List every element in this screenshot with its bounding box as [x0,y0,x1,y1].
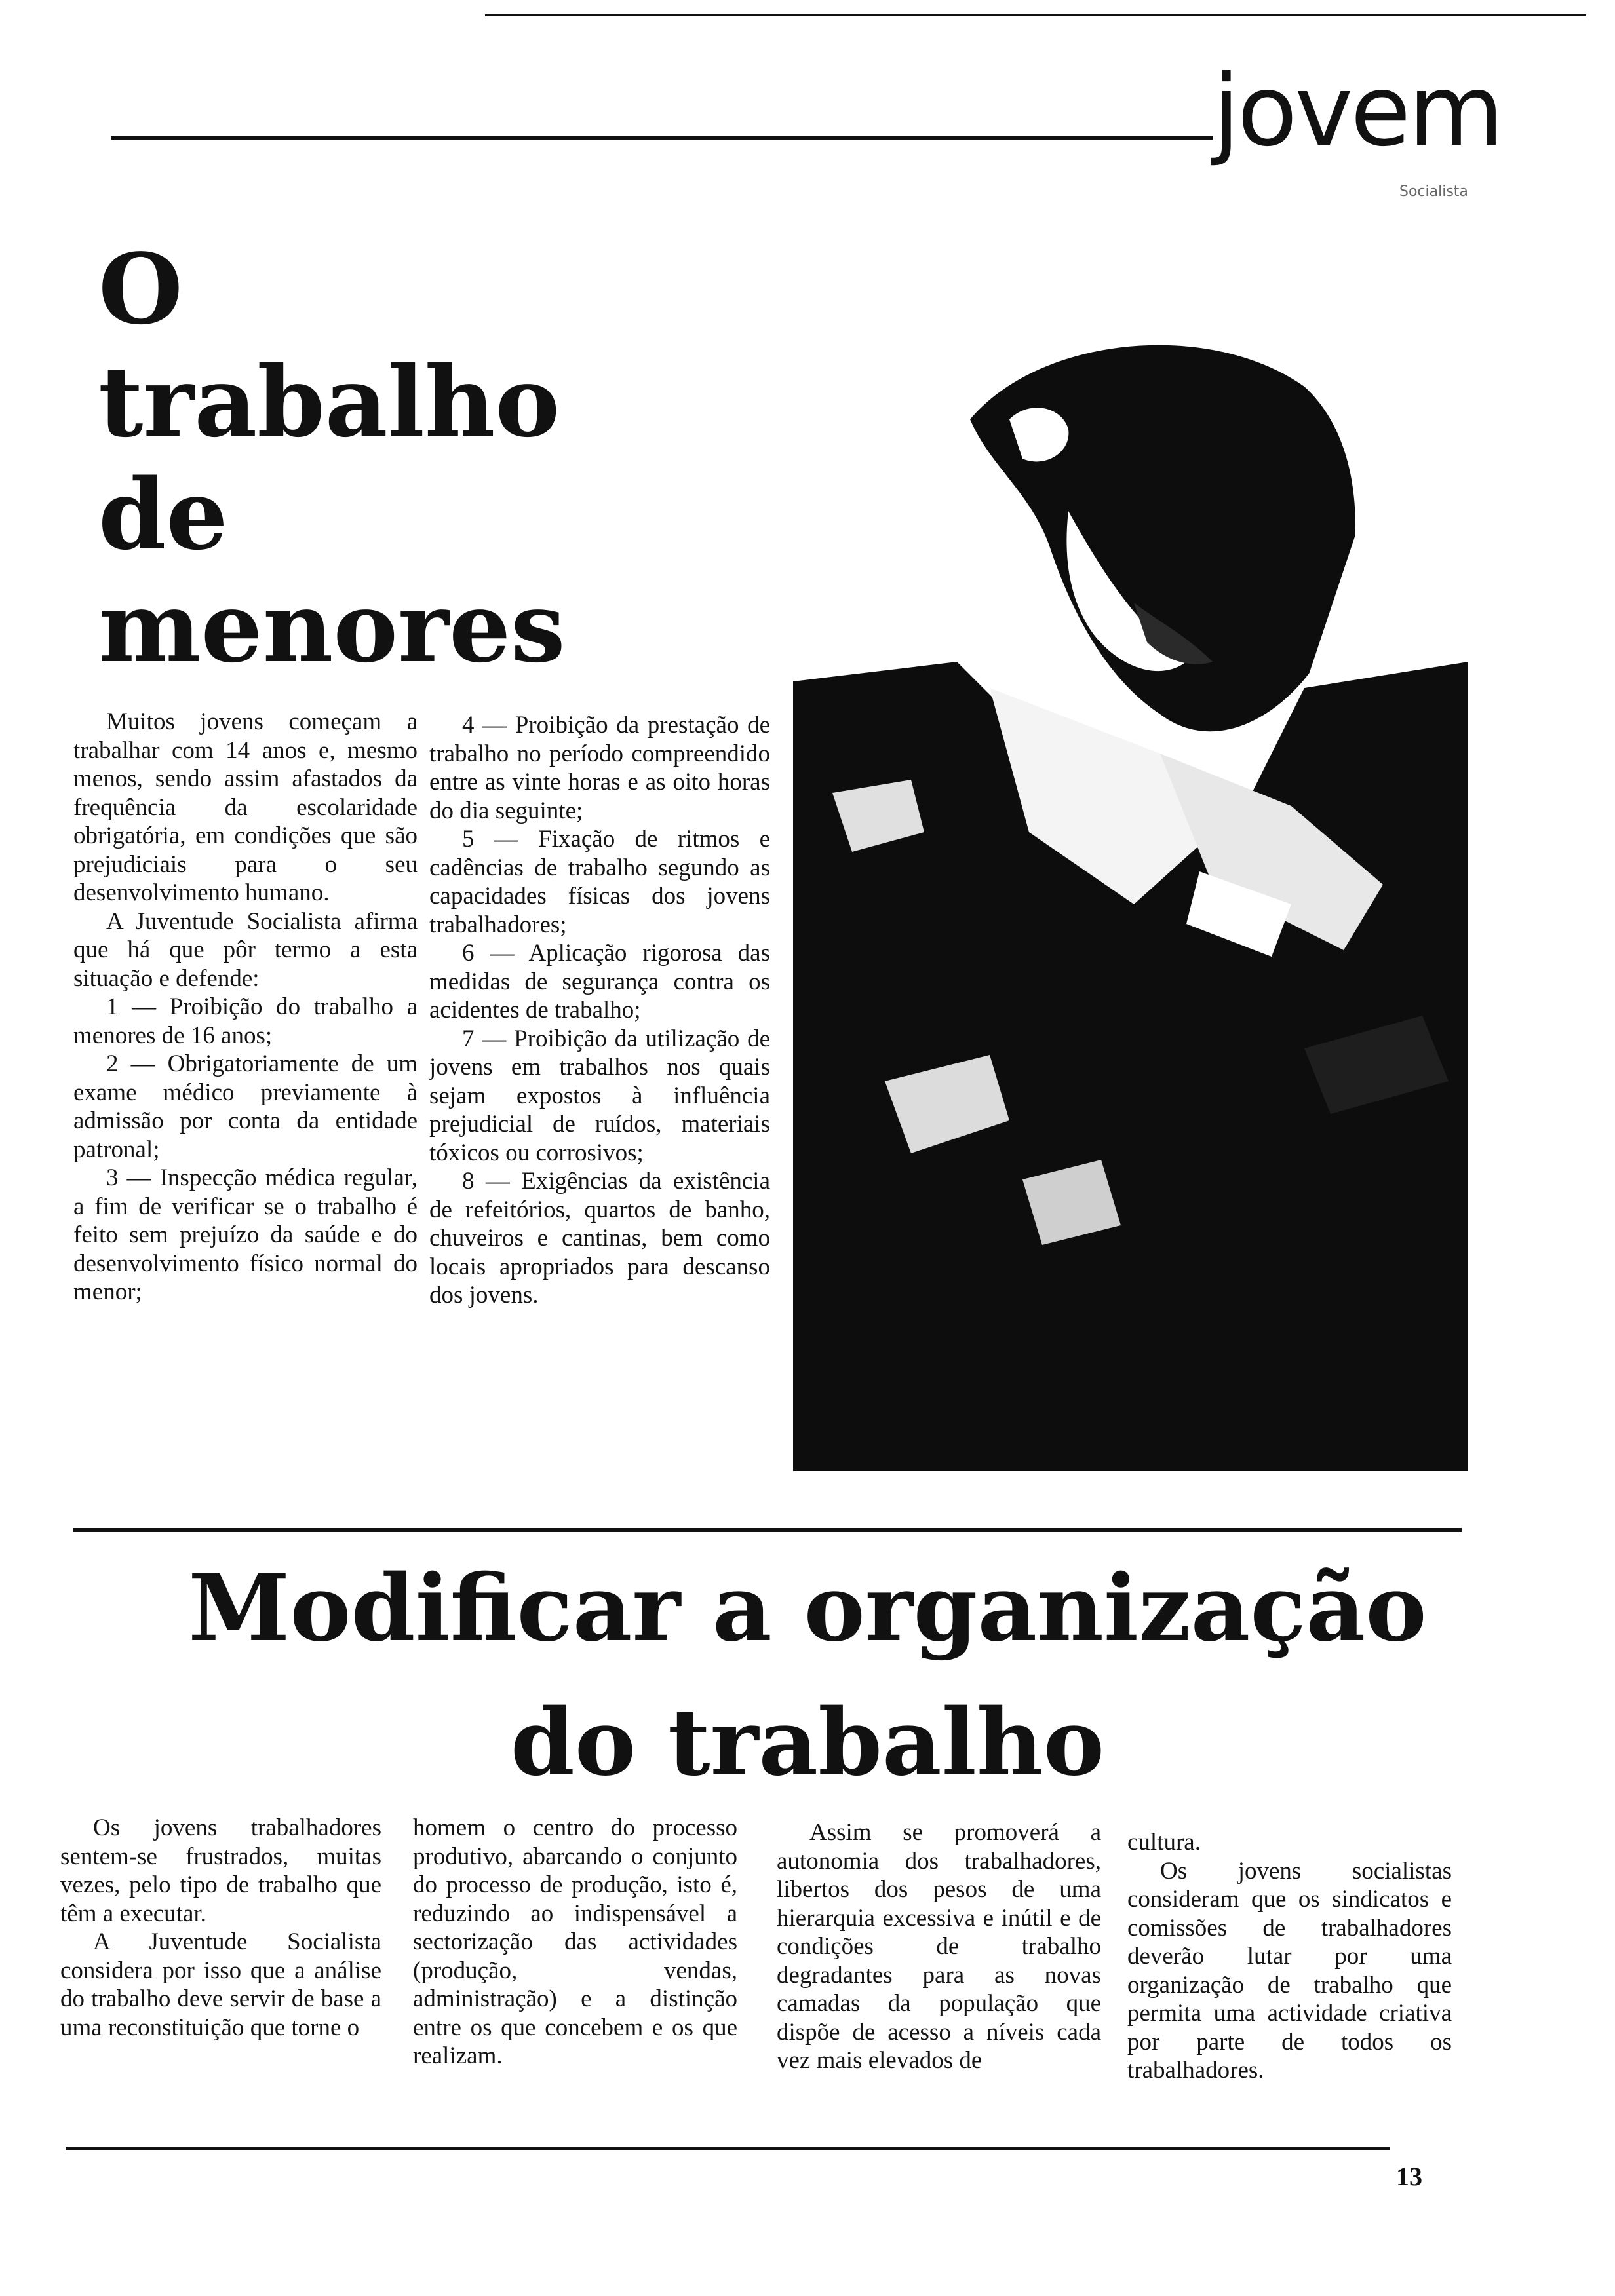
header-rule [111,136,1213,140]
article1-column-2 [429,711,770,1310]
paragraph: 5 — Fixação de ritmos e cadências de trabalho segundo as capacidades físicas dos jovens trabalhadores; [429,826,770,938]
masthead-logo: jovem [1213,54,1502,168]
article2-title-line1: Modificar a organização [188,1555,1427,1662]
paragraph: 8 — Exigências da existência de refeitórios, quartos de banho, chuveiros e cantinas, bem como locais apropriados para descanso dos jovens. [429,1168,770,1309]
section-rule [73,1528,1462,1532]
paragraph: Muitos jovens começam a trabalhar com 14 anos e, mesmo menos, sendo assim afastados da frequência da escolaridade obrigatória, em condições que são prejudiciais para o seu desenvolvimento humano. [73,708,418,906]
paragraph: 7 — Proibição da utilização de jovens em trabalhos nos quais sejam expostos à influência prejudicial de ruídos, materiais tóxicos ou corrosivos; [429,1025,770,1166]
paragraph: cultura. [1127,1829,1201,1856]
article2-column-4 [1127,1828,1452,2085]
worker-photo [793,295,1468,1471]
paragraph: Assim se promoverá a autonomia dos trabalhadores, libertos dos pesos de uma hierarquia excessiva e inútil e de condições de trabalho degradantes para as novas camadas da população que dispõe de acesso a níveis cada vez mais elevados de [777,1819,1101,2074]
article1-title-line: trabalho [98,345,560,459]
paragraph: A Juventude Socialista afirma que há que pôr termo a esta situação e defende: [73,908,418,992]
paragraph: homem o centro do processo produtivo, abarcando o conjunto do processo de produção, isto é, reduzindo ao indispensável a sectorização das actividades (produção, vendas, administração) e a distinção entre os que concebem e os que realizam. [413,1814,737,2069]
paragraph: Os jovens socialistas consideram que os sindicatos e comissões de trabalhadores deverão lutar por uma organização de trabalho que permita uma actividade criativa por parte de todos os trabalhadores. [1127,1857,1452,2084]
article2-column-1 [60,1814,381,2042]
top-rule [485,14,1586,16]
article1-column-1 [73,708,418,1307]
article2-column-3 [777,1818,1101,2075]
article2-title-line2: do trabalho [510,1689,1105,1797]
page-number: 13 [1396,2162,1422,2191]
paragraph: 3 — Inspecção médica regular, a fim de verificar se o trabalho é feito sem prejuízo da saúde e do desenvolvimento físico normal do menor; [73,1164,418,1305]
paragraph: Os jovens trabalhadores sentem-se frustrados, muitas vezes, pelo tipo de trabalho que têm a executar. [60,1814,381,1927]
paragraph: 2 — Obrigatoriamente de um exame médico previamente à admissão por conta da entidade patronal; [73,1050,418,1163]
paragraph: 1 — Proibição do trabalho a menores de 16 anos; [73,993,418,1049]
article2-column-2 [413,1814,737,2071]
masthead-subtitle: Socialista [1399,183,1468,200]
article1-title-line: de [98,457,228,571]
article1-title-line: menores [98,570,566,684]
paragraph: 4 — Proibição da prestação de trabalho no período compreendido entre as vinte horas e as oito horas do dia seguinte; [429,712,770,824]
article1-title [98,233,623,683]
paragraph: 6 — Aplicação rigorosa das medidas de segurança contra os acidentes de trabalho; [429,940,770,1024]
article1-title-line: O [98,232,183,346]
footer-rule [66,2147,1390,2150]
paragraph: A Juventude Socialista considera por isso que a análise do trabalho deve servir de base a uma reconstituição que torne o [60,1928,381,2041]
